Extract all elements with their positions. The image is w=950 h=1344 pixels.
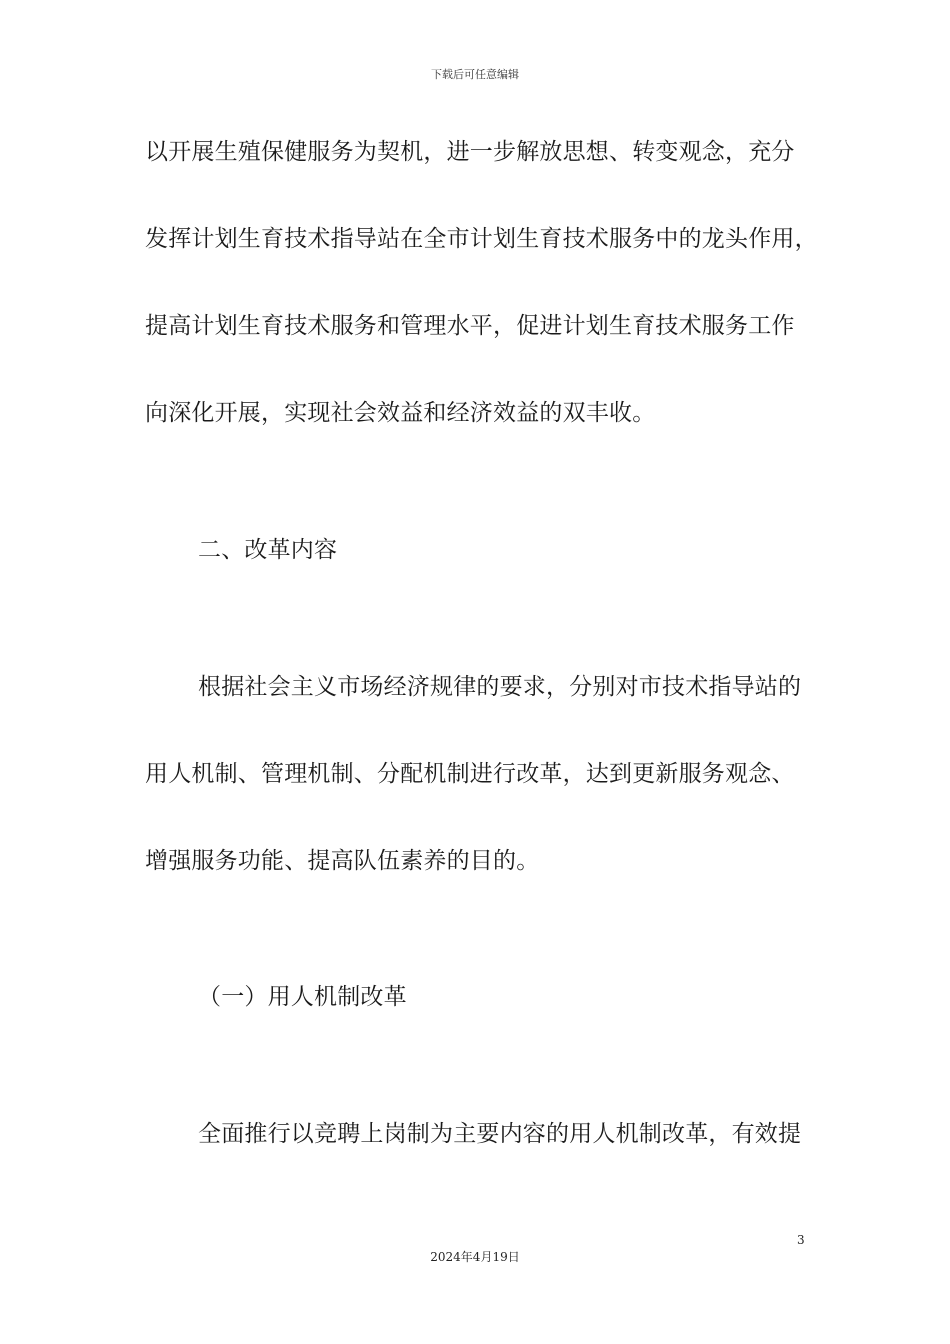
paragraph-3-line-1: 全面推行以竞聘上岗制为主要内容的用人机制改革，有效提 bbox=[198, 1121, 802, 1147]
page-header: 下载后可任意编辑 bbox=[431, 68, 519, 81]
paragraph-1-line-2: 发挥计划生育技术指导站在全市计划生育技术服务中的龙头作用， bbox=[145, 226, 818, 252]
paragraph-2-line-1: 根据社会主义市场经济规律的要求，分别对市技术指导站的 bbox=[198, 674, 802, 700]
paragraph-2-line-2: 用人机制、管理机制、分配机制进行改革，达到更新服务观念、 bbox=[145, 761, 795, 787]
footer-date: 2024年4月19日 bbox=[430, 1250, 520, 1264]
paragraph-1-line-3: 提高计划生育技术服务和管理水平，促进计划生育技术服务工作 bbox=[145, 313, 795, 339]
subsection-heading-1: （一）用人机制改革 bbox=[198, 984, 407, 1010]
section-heading-2: 二、改革内容 bbox=[198, 537, 338, 563]
page-number: 3 bbox=[797, 1233, 805, 1247]
paragraph-1-line-1: 以开展生殖保健服务为契机，进一步解放思想、转变观念，充分 bbox=[145, 139, 795, 165]
paragraph-1-line-4: 向深化开展，实现社会效益和经济效益的双丰收。 bbox=[145, 400, 656, 426]
paragraph-2-line-3: 增强服务功能、提高队伍素养的目的。 bbox=[145, 848, 540, 874]
